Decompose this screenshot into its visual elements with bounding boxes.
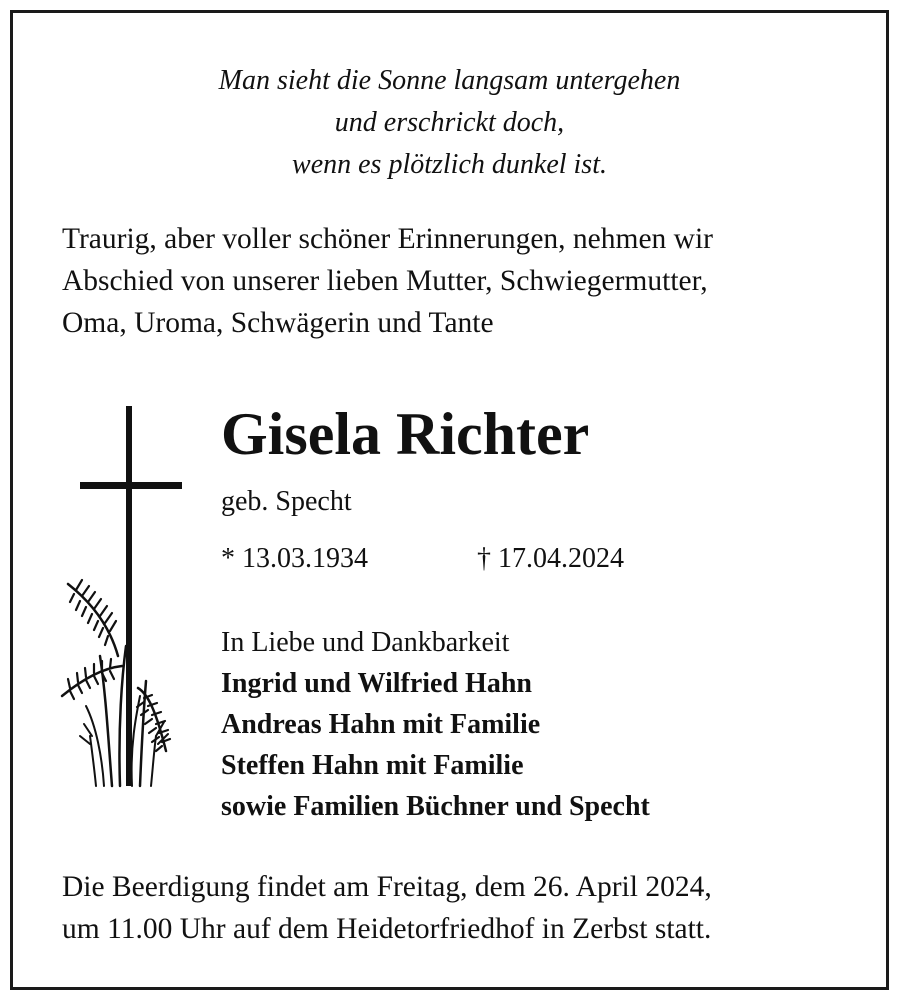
intro-line: Oma, Uroma, Schwägerin und Tante: [62, 307, 494, 339]
poem-line: Man sieht die Sonne langsam untergehen: [218, 65, 681, 96]
mourner-name: Ingrid und Wilfried Hahn: [221, 668, 532, 699]
poem: [0, 60, 899, 186]
funeral-notice: [62, 866, 852, 950]
intro-line: Traurig, aber voller schöner Erinnerungen, nehmen wir: [62, 223, 713, 255]
mourner-name: Andreas Hahn mit Familie: [221, 709, 541, 740]
mourners-intro: In Liebe und Dankbarkeit: [221, 627, 510, 658]
mourners-list: [221, 622, 650, 827]
funeral-line: Die Beerdigung findet am Freitag, dem 26. April 2024,: [62, 871, 712, 903]
intro-line: Abschied von unserer lieben Mutter, Schwiegermutter,: [62, 265, 708, 297]
poem-line: und erschrickt doch,: [334, 107, 565, 138]
funeral-line: um 11.00 Uhr auf dem Heidetorfriedhof in Zerbst statt.: [62, 913, 712, 945]
birth-date: * 13.03.1934: [221, 543, 368, 574]
mourner-name: sowie Familien Büchner und Specht: [221, 791, 650, 822]
mourner-name: Steffen Hahn mit Familie: [221, 750, 524, 781]
death-date: † 17.04.2024: [477, 543, 624, 574]
cross-with-wheat-icon: [56, 406, 188, 788]
deceased-name: Gisela Richter: [221, 401, 590, 467]
poem-line: wenn es plötzlich dunkel ist.: [292, 149, 607, 180]
maiden-name: geb. Specht: [221, 486, 352, 517]
intro-text: [62, 218, 852, 344]
